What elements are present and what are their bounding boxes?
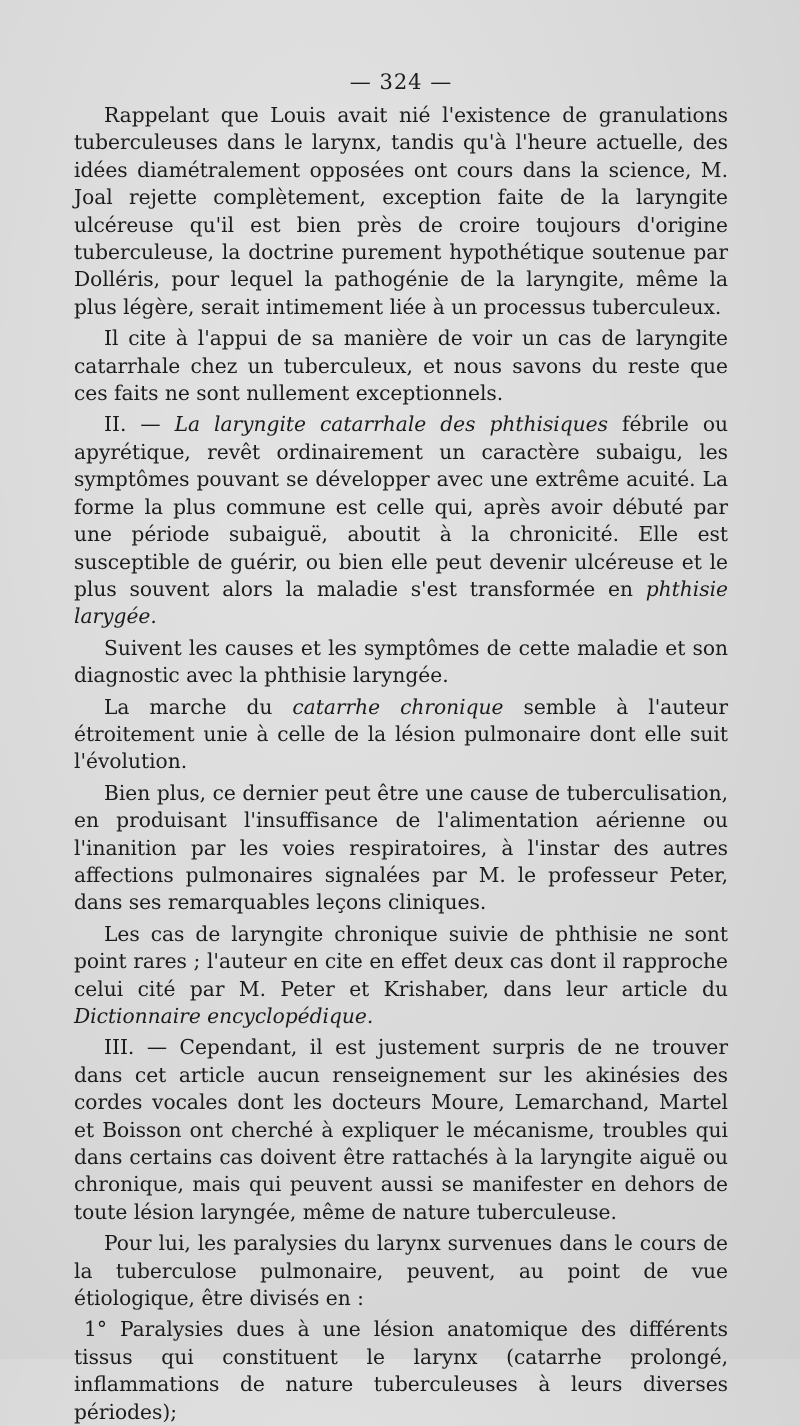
paragraph-2: Il cite à l'appui de sa manière de voir un cas de laryngite catarrhale chez un tuberculeux, et nous savons du reste que ces faits ne sont nullement exceptionnels. — [74, 326, 728, 406]
paragraph-3-body: fébrile ou apyrétique, revêt ordinairement un caractère subaigu, les symptômes pouvant se développer avec une extrême acuité. La forme la plus commune est celle qui, après avoir débuté par une période subaiguë, aboutit à la chronicité. Elle est susceptible de guérir, ou bien elle peut devenir ulcéreuse et le plus souvent alors la maladie s'est transformée en — [74, 412, 729, 601]
italic-heading: La laryngite catarrhale des phthisiques — [174, 412, 608, 437]
italic-term: phthisie larygée. — [74, 576, 728, 629]
paragraph-4: Suivent les causes et les symptômes de cette maladie et son diagnostic avec la phthisie laryngée. — [74, 635, 728, 688]
paragraph-9: Pour lui, les paralysies du larynx survenues dans le cours de la tuberculose pulmonaire, peuvent, au point de vue étiologique, être divisés en : — [74, 1231, 728, 1311]
paragraph-5-lead: La marche du — [104, 694, 293, 719]
paragraph-7 — [74, 921, 728, 1031]
paragraph-3 — [74, 411, 728, 630]
page-number: — 324 — — [349, 70, 453, 94]
paragraph-5 — [74, 694, 728, 776]
list-item-1: 1° Paralysies dues à une lésion anatomique des différents tissus qui constituent le larynx (catarrhe prolongé, inflammations de nature tuberculeuses à leurs diverses périodes); — [74, 1317, 728, 1424]
section-marker-ii: II. — — [104, 412, 175, 437]
italic-citation: Dictionnaire encyclopédique. — [74, 1004, 374, 1028]
paragraph-7-body: Les cas de laryngite chronique suivie de phthisie ne sont point rares ; l'auteur en cite en effet deux cas dont il rapproche celui cité par M. Peter et Krishaber, dans leur article du — [74, 921, 728, 1001]
paragraph-1: Rappelant que Louis avait nié l'existence de granulations tuberculeuses dans le larynx, tandis qu'à l'heure actuelle, des idées diamétralement opposées ont cours dans la science, M. Joal rejette complètement, exception faite de la laryngite ulcéreuse qu'il est bien près de croire toujours d'origine tuberculeuse, la doctrine purement hypothétique soutenue par Dolléris, pour lequel la pathogénie de la laryngite, même la plus légère, serait intimement liée à un processus tuberculeux. — [74, 103, 728, 319]
paragraph-8: III. — Cependant, il est justement surpris de ne trouver dans cet article aucun renseignement sur les akinésies des cordes vocales dont les docteurs Moure, Lemarchand, Martel et Boisson ont cherché à expliquer le mécanisme, troubles qui dans certains cas doivent être rattachés à la laryngite aiguë ou chronique, mais qui peuvent aussi se manifester en dehors de toute lésion laryngée, même de nature tuberculeuse. — [74, 1035, 728, 1224]
paragraph-6: Bien plus, ce dernier peut être une cause de tuberculisation, en produisant l'insuffisance de l'alimentation aérienne ou l'inanition par les voies respiratoires, à l'instar des autres affections pulmonaires signalées par M. le professeur Peter, dans ses remarquables leçons cliniques. — [74, 780, 728, 915]
paragraph-5-body: semble à l'auteur étroitement unie à celle de la lésion pulmonaire dont elle suit l'évolution. — [74, 694, 728, 774]
italic-term: catarrhe chronique — [292, 694, 504, 719]
